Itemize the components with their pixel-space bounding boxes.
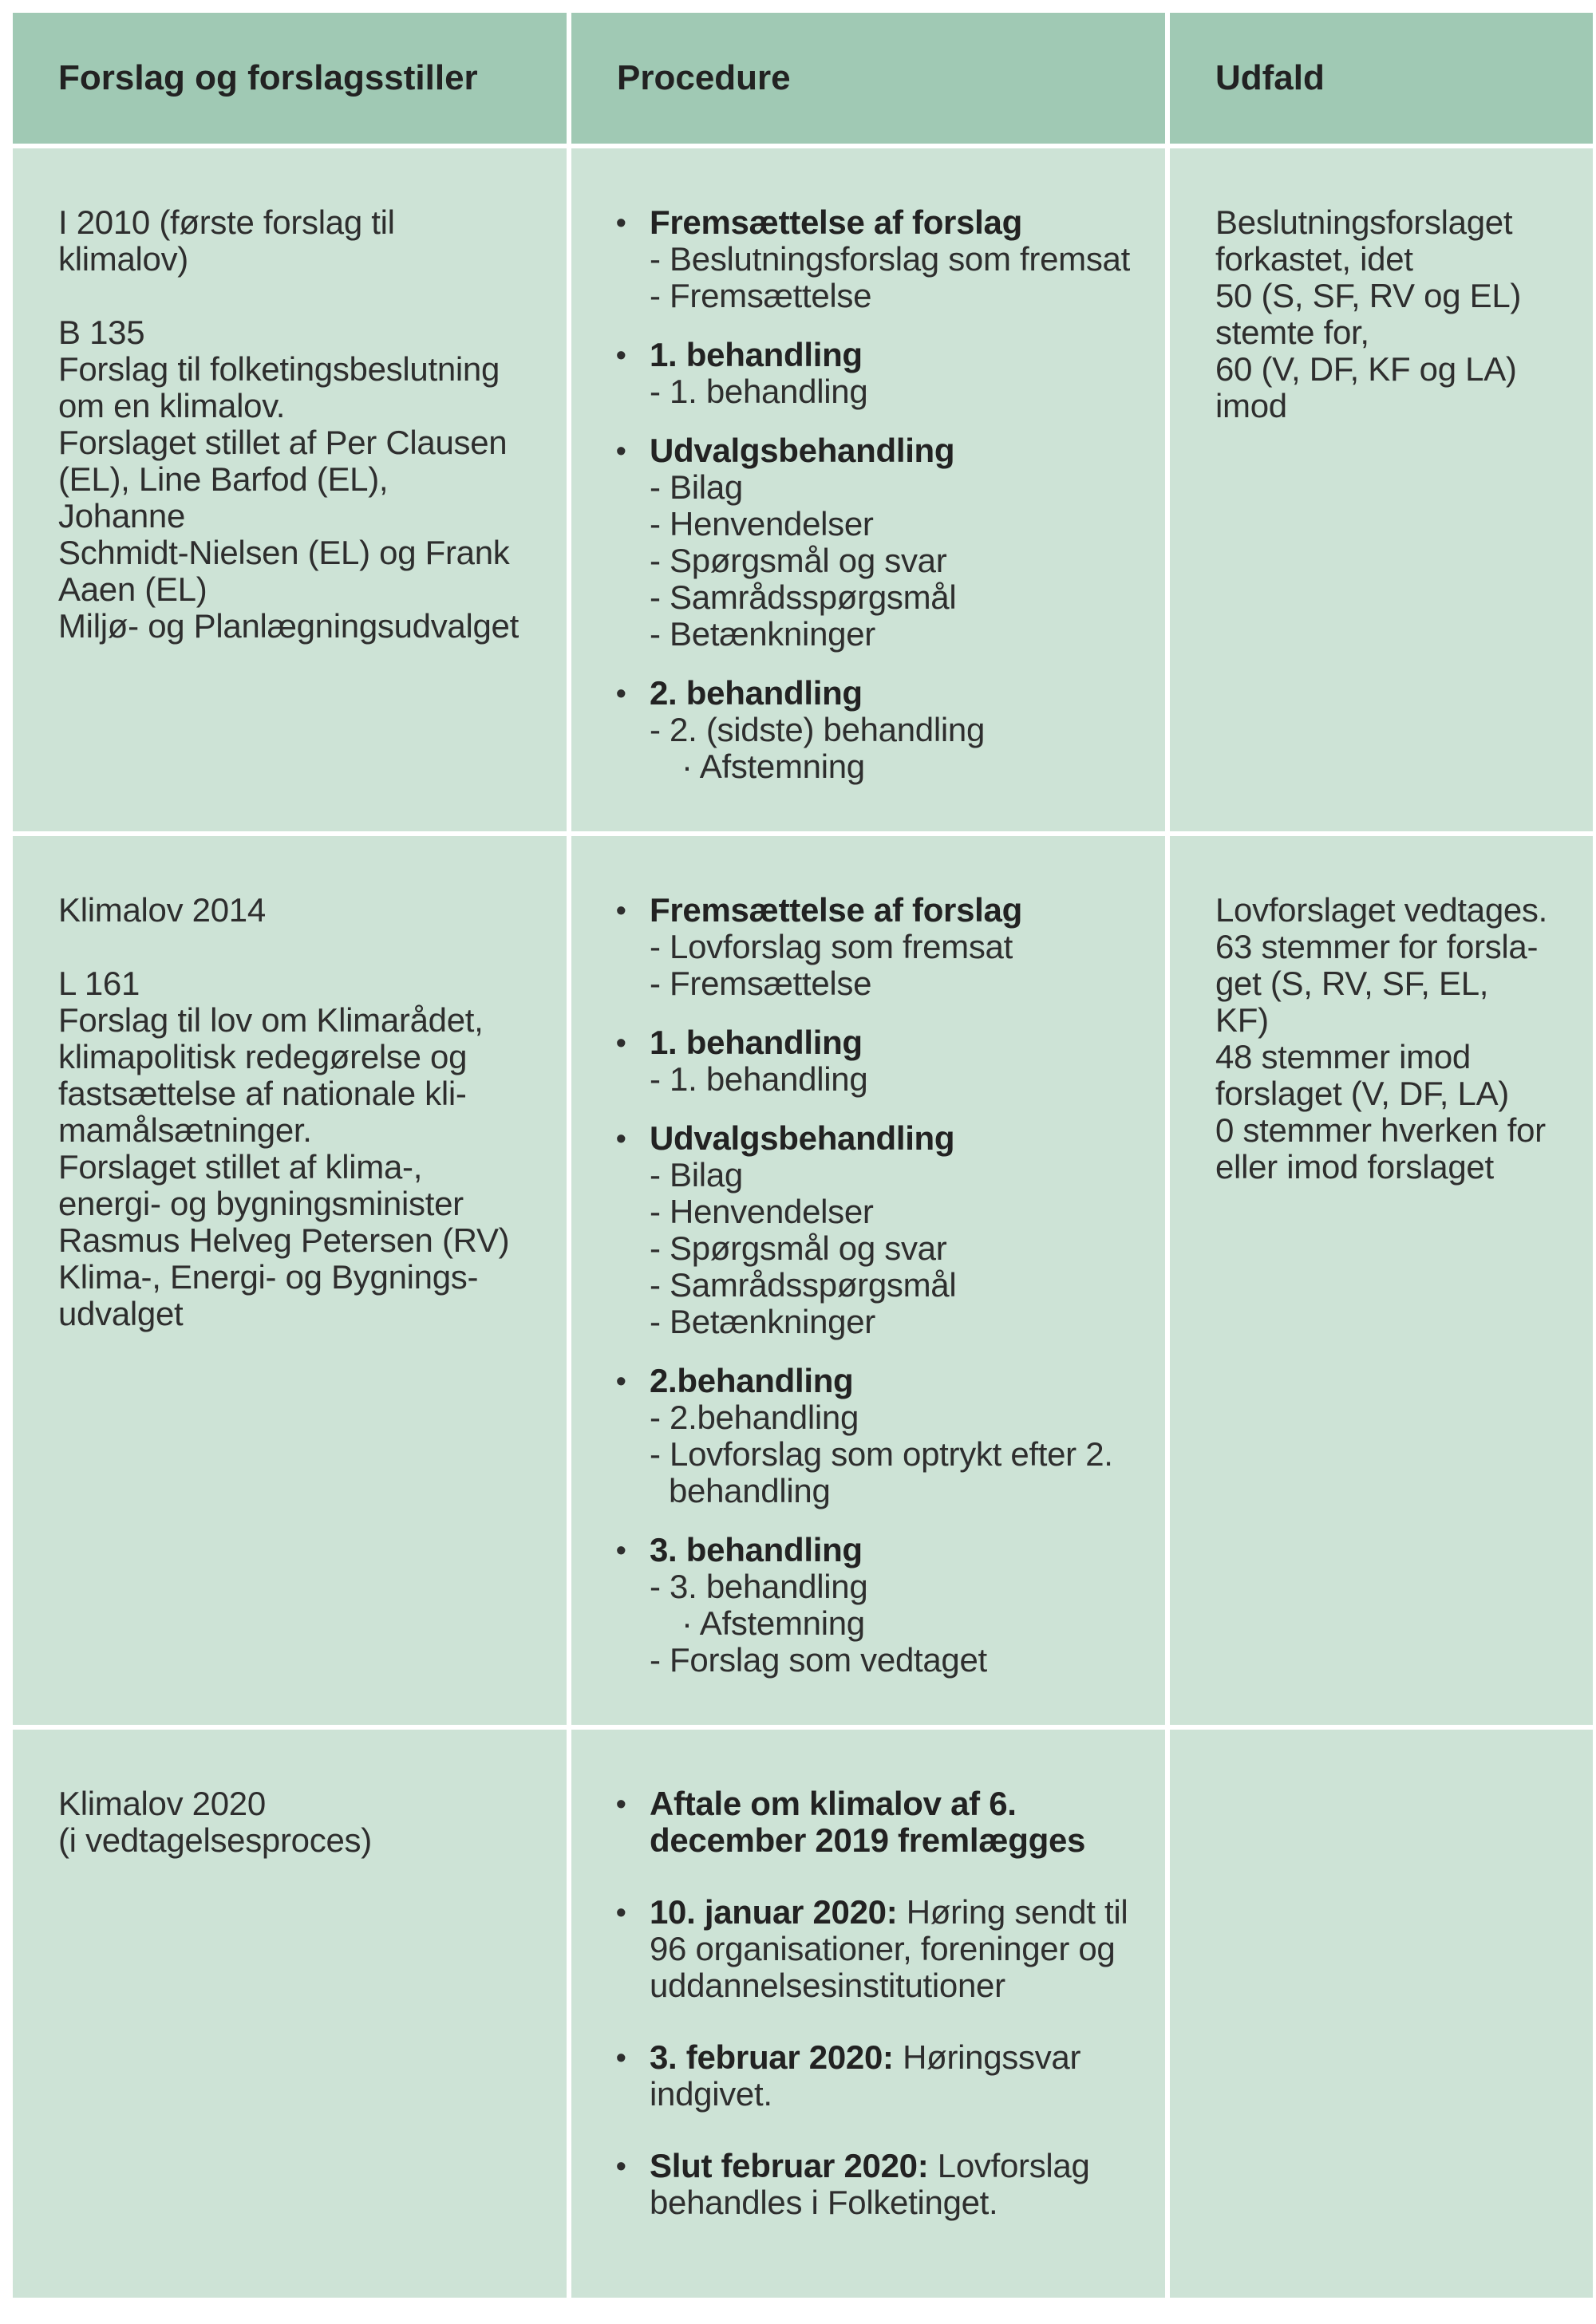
- step-sub: - 1. behandling: [650, 373, 868, 410]
- text-line: forkastet, idet: [1215, 240, 1413, 278]
- step-sub-continued: behandling: [669, 1472, 831, 1509]
- row-2014-forslag: [13, 836, 567, 1725]
- header-procedure: [571, 13, 1165, 144]
- bullet-icon: •: [616, 1896, 626, 1928]
- step-sub: - Henvendelser: [650, 1193, 874, 1230]
- text-line: energi- og bygningsminister: [58, 1185, 464, 1222]
- procedure-step: [616, 892, 1133, 1002]
- row-2014-procedure: [571, 836, 1165, 1725]
- step-title: Udvalgsbehandling: [650, 1119, 955, 1157]
- step-sub: - Bilag: [650, 1156, 743, 1194]
- step-sub: - Lovforslag som fremsat: [650, 928, 1013, 965]
- step-title: 2.behandling: [650, 1362, 854, 1399]
- step-title: Fremsættelse af forslag: [650, 203, 1022, 241]
- text-line: Forslag til folketingsbeslutning: [58, 350, 500, 388]
- forslag-detail-para: [58, 314, 522, 645]
- step-date: 10. januar 2020:: [650, 1893, 898, 1931]
- row-2014-udfald: [1170, 836, 1593, 1725]
- step-sub: - Spørgsmål og svar: [650, 542, 947, 579]
- row-2020-forslag: [13, 1730, 567, 2298]
- text-line: Klimalov 2020: [58, 1785, 266, 1822]
- text-line: eller imod forslaget: [1215, 1148, 1494, 1186]
- text-line: forslaget (V, DF, LA): [1215, 1075, 1509, 1112]
- bullet-icon: •: [616, 894, 626, 926]
- step-title: Fremsættelse af forslag: [650, 891, 1022, 929]
- procedure-step: [616, 1120, 1133, 1340]
- row-2020-procedure: [571, 1730, 1165, 2298]
- step-sub: - 3. behandling: [650, 1568, 868, 1605]
- bullet-icon: •: [616, 1026, 626, 1059]
- forslag-title-para: [58, 892, 522, 929]
- text-line: imod: [1215, 387, 1287, 424]
- text-line: stemte for,: [1215, 314, 1369, 351]
- text-line: om en klimalov.: [58, 387, 286, 424]
- text-line: 48 stemmer imod: [1215, 1038, 1471, 1075]
- text-line: Klima-, Energi- og Bygnings-: [58, 1258, 479, 1296]
- header-udfald: [1170, 13, 1593, 144]
- step-text: uddannelsesinstitutioner: [650, 1967, 1005, 2004]
- bullet-icon: •: [616, 1364, 626, 1397]
- row-2010-forslag: [13, 148, 567, 831]
- text-line: Forslag til lov om Klimarådet,: [58, 1001, 484, 1039]
- step-title: 1. behandling: [650, 336, 863, 373]
- procedure-table: [13, 13, 1583, 2298]
- step-sub: - Betænkninger: [650, 1303, 875, 1340]
- text-line: klimapolitisk redegørelse og: [58, 1038, 468, 1075]
- step-sub: - Samrådsspørgsmål: [650, 1266, 957, 1304]
- text-line: Forslaget stillet af Per Clausen: [58, 424, 508, 461]
- step-title: 1. behandling: [650, 1024, 863, 1061]
- text-line: 60 (V, DF, KF og LA): [1215, 350, 1517, 388]
- step-date: 3. februar 2020:: [650, 2038, 894, 2076]
- procedure-step: [616, 204, 1133, 314]
- step-title: 3. behandling: [650, 1531, 863, 1568]
- row-2010-procedure: [571, 148, 1165, 831]
- text-line: Lovforslaget vedtages.: [1215, 891, 1548, 929]
- step-sub: - Henvendelser: [650, 505, 874, 543]
- header-procedure-label: Procedure: [617, 58, 791, 97]
- text-line: fastsættelse af nationale kli-: [58, 1075, 467, 1112]
- step-sub: - Betænkninger: [650, 615, 875, 653]
- step-title: Udvalgsbehandling: [650, 432, 955, 469]
- step-sub: - 2.behandling: [650, 1399, 859, 1436]
- step-sub: - Beslutningsforslag som fremsat: [650, 240, 1130, 278]
- step-sub: - 1. behandling: [650, 1060, 868, 1098]
- header-forslag: [13, 13, 567, 144]
- step-text: indgivet.: [650, 2075, 772, 2113]
- step-sub: - Spørgsmål og svar: [650, 1229, 947, 1267]
- step-sub: - Fremsættelse: [650, 277, 872, 314]
- bullet-icon: •: [616, 206, 626, 239]
- text-line: 0 stemmer hverken for: [1215, 1111, 1546, 1149]
- procedure-step: [616, 1532, 1133, 1679]
- step-text: 96 organisationer, foreninger og: [650, 1930, 1116, 1967]
- bullet-icon: •: [616, 1787, 626, 1820]
- bullet-icon: •: [616, 677, 626, 709]
- step-sub: - Lovforslag som optrykt efter 2.: [650, 1435, 1113, 1473]
- bullet-icon: •: [616, 338, 626, 371]
- bullet-icon: •: [616, 2149, 626, 2182]
- procedure-step: [616, 1024, 1133, 1098]
- bullet-icon: •: [616, 1533, 626, 1566]
- text-line: Miljø- og Planlægningsudvalget: [58, 607, 519, 645]
- forslag-title-para: [58, 1785, 522, 1859]
- step-subsub: · Afstemning: [681, 748, 865, 785]
- procedure-step: [616, 1894, 1133, 2004]
- step-sub: - Bilag: [650, 468, 743, 506]
- step-text: Høring sendt til: [897, 1893, 1128, 1931]
- bullet-icon: •: [616, 2041, 626, 2073]
- step-text: Høringssvar: [893, 2038, 1081, 2076]
- step-text: Lovforslag: [928, 2147, 1090, 2184]
- step-title: 2. behandling: [650, 674, 863, 712]
- text-line: Beslutningsforslaget: [1215, 203, 1513, 241]
- step-sub: - 2. (sidste) behandling: [650, 711, 986, 748]
- text-line: klimalov): [58, 240, 188, 278]
- forslag-detail-para: [58, 965, 522, 1332]
- text-line: Klimalov 2014: [58, 891, 266, 929]
- text-line: 63 stemmer for forsla-: [1215, 928, 1539, 965]
- text-line: Rasmus Helveg Petersen (RV): [58, 1221, 510, 1259]
- bullet-icon: •: [616, 434, 626, 467]
- text-line: get (S, RV, SF, EL, KF): [1215, 965, 1489, 1039]
- procedure-step: [616, 675, 1133, 785]
- text-line: mamålsætninger.: [58, 1111, 312, 1149]
- forslag-title-para: [58, 204, 522, 278]
- text-line: Aaen (EL): [58, 570, 207, 608]
- text-line: Forslaget stillet af klima-,: [58, 1148, 423, 1186]
- step-title: Aftale om klimalov af 6.: [650, 1785, 1017, 1822]
- step-sub: - Samrådsspørgsmål: [650, 578, 957, 616]
- text-line: udvalget: [58, 1295, 184, 1332]
- row-2010-udfald: [1170, 148, 1593, 831]
- procedure-step: [616, 2039, 1133, 2113]
- text-line: (i vedtagelsesproces): [58, 1821, 372, 1859]
- procedure-step: [616, 1785, 1133, 1859]
- step-title: december 2019 fremlægges: [650, 1821, 1086, 1859]
- text-line: Schmidt-Nielsen (EL) og Frank: [58, 534, 510, 571]
- text-line: (EL), Line Barfod (EL), Johanne: [58, 460, 389, 535]
- header-forslag-label: Forslag og forslagsstiller: [58, 58, 478, 97]
- step-subsub: · Afstemning: [681, 1604, 865, 1642]
- text-line: B 135: [58, 314, 145, 351]
- step-sub: - Fremsættelse: [650, 965, 872, 1002]
- procedure-step: [616, 1363, 1133, 1509]
- step-sub: - Forslag som vedtaget: [650, 1641, 987, 1679]
- text-line: I 2010 (første forslag til: [58, 203, 395, 241]
- text-line: L 161: [58, 965, 140, 1002]
- row-2020-udfald: [1170, 1730, 1593, 2298]
- procedure-step: [616, 432, 1133, 653]
- step-date: Slut februar 2020:: [650, 2147, 929, 2184]
- procedure-step: [616, 2148, 1133, 2221]
- header-udfald-label: Udfald: [1215, 58, 1325, 97]
- procedure-step: [616, 337, 1133, 410]
- bullet-icon: •: [616, 1122, 626, 1154]
- step-text: behandles i Folketinget.: [650, 2184, 998, 2221]
- text-line: 50 (S, SF, RV og EL): [1215, 277, 1522, 314]
